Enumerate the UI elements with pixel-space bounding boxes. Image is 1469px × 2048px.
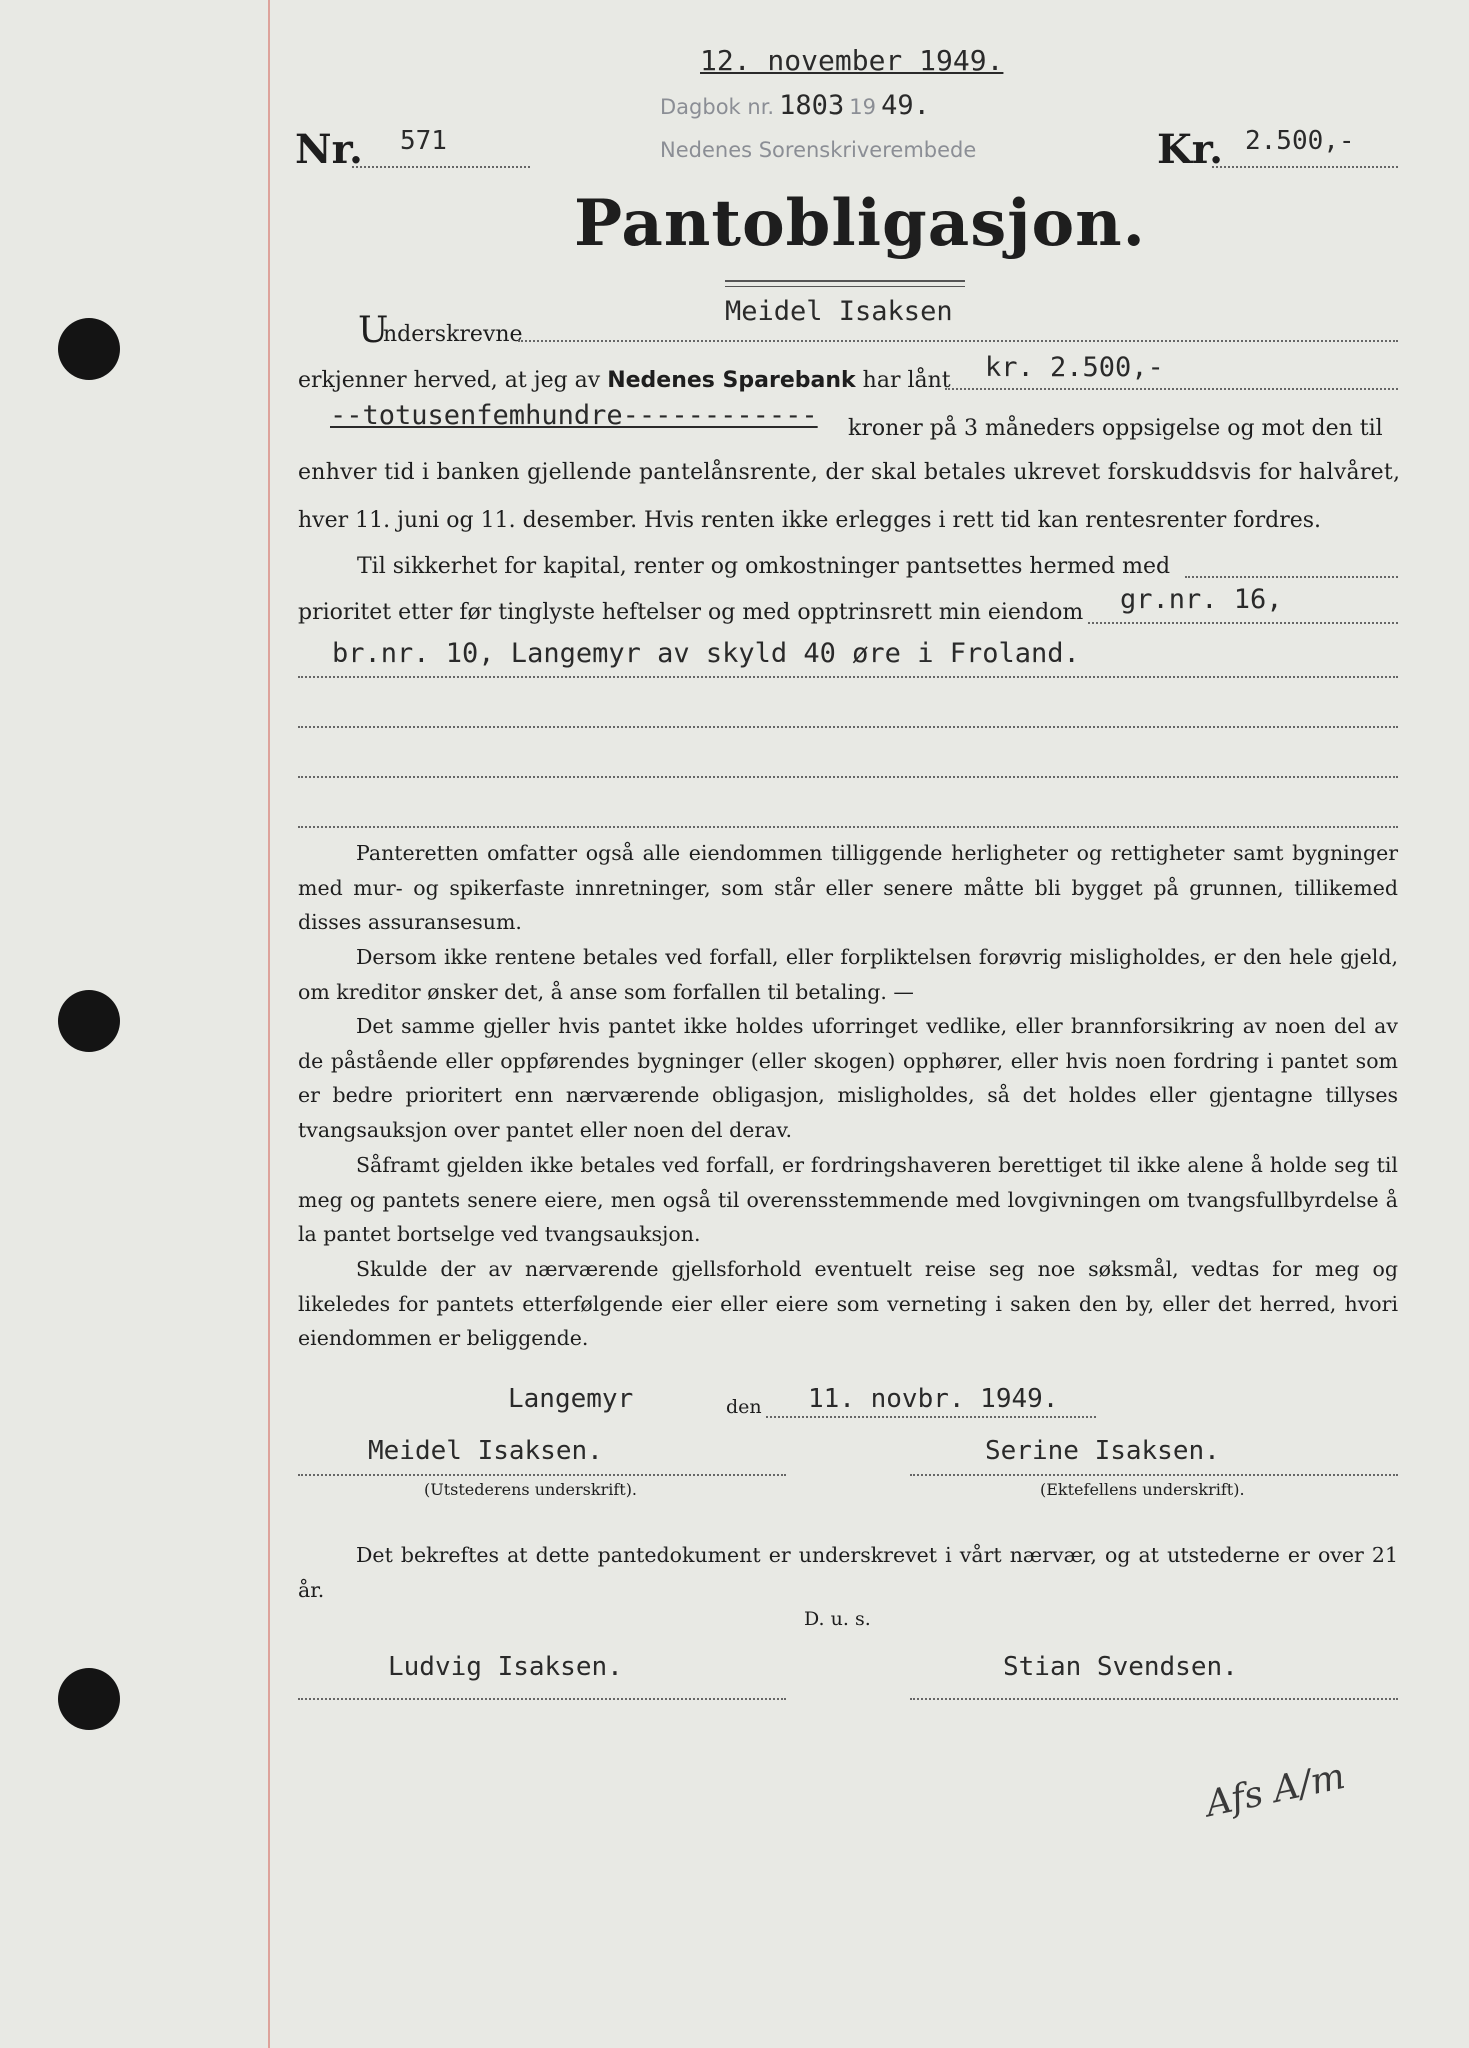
issuer-signature: Meidel Isaksen. xyxy=(368,1436,603,1466)
signing-date: 11. novbr. 1949. xyxy=(808,1384,1059,1414)
undersigned-label: U xyxy=(358,310,389,351)
dotted-line xyxy=(298,726,1398,728)
security-line-2: prioritet etter før tinglyste heftelser og med opptrinsrett min eiendom xyxy=(298,600,1084,625)
den-label: den xyxy=(726,1396,762,1418)
witness-statement: Det bekreftes at dette pantedokument er underskrevet i vårt nærvær, og at utstederne er over 21 år. xyxy=(298,1543,1398,1602)
nr-label: Nr. xyxy=(295,126,363,173)
undersigned-label-rest: nderskrevne xyxy=(383,322,523,347)
acknowledge-prefix: erkjenner herved, at jeg av xyxy=(298,368,601,393)
terms-line-2: enhver tid i banken gjellende pantelånsrente, der skal betales ukrevet forskuddsvis for halvåret, xyxy=(298,460,1401,485)
undersigned-name: Meidel Isaksen xyxy=(725,296,953,327)
loan-amount: kr. 2.500,- xyxy=(985,352,1164,383)
witness-1-signature: Ludvig Isaksen. xyxy=(388,1652,623,1682)
punch-hole xyxy=(58,990,120,1052)
dus-abbreviation: D. u. s. xyxy=(804,1608,871,1630)
nr-dotted-line xyxy=(352,166,530,168)
document-title: Pantobligasjon. xyxy=(574,186,1146,261)
dotted-line xyxy=(766,1416,1096,1418)
dagbok-line xyxy=(660,90,930,121)
bank-name: Nedenes Sparebank xyxy=(607,368,856,393)
dotted-line xyxy=(1185,576,1398,578)
spouse-signature: Serine Isaksen. xyxy=(985,1436,1220,1466)
acknowledge-suffix: har lånt xyxy=(862,368,951,393)
paragraph-venue: Skulde der av nærværende gjellsforhold eventuelt reise seg noe søksmål, vedtas for meg og likeledes for pantets etterfølgende eier eller eiere som verneting i saken den by, eller det herred, hvori eiendommen er beliggende. xyxy=(298,1257,1398,1350)
margin-rule xyxy=(268,0,270,2048)
nr-value: 571 xyxy=(400,126,447,156)
property-line-2: br.nr. 10, Langemyr av skyld 40 øre i Froland. xyxy=(332,638,1080,669)
dagbok-year: 49. xyxy=(881,90,930,121)
dagbok-year-prefix: 19 xyxy=(849,95,877,119)
property-line-1: gr.nr. 16, xyxy=(1120,584,1283,615)
dagbok-number: 1803 xyxy=(779,90,845,121)
spouse-caption: (Ektefellens underskrift). xyxy=(1040,1480,1245,1499)
paragraph-default: Dersom ikke rentene betales ved forfall, eller forpliktelsen forøvrig misligholdes, er den hele gjeld, om kreditor ønsker det, å anse som forfallen til betaling. — xyxy=(298,945,1398,1004)
dotted-line xyxy=(1088,622,1398,624)
dotted-line xyxy=(910,1474,1398,1476)
title-rule xyxy=(725,286,965,287)
dotted-line xyxy=(298,676,1398,678)
registration-date: 12. november 1949. xyxy=(700,44,1004,77)
dotted-line xyxy=(518,340,1398,342)
signing-place: Langemyr xyxy=(508,1384,634,1414)
terms-line-3: hver 11. juni og 11. desember. Hvis renten ikke erlegges i rett tid kan rentesrenter fordres. xyxy=(298,508,1322,533)
dotted-line xyxy=(298,1698,786,1700)
kr-value: 2.500,- xyxy=(1245,126,1355,156)
kr-dotted-line xyxy=(1212,166,1398,168)
security-line-1: Til sikkerhet for kapital, renter og omkostninger pantsettes hermed med xyxy=(357,554,1171,579)
dotted-line xyxy=(910,1698,1398,1700)
paragraph-lien-scope: Panteretten omfatter også alle eiendommen tilliggende herligheter og rettigheter samt bygninger med mur- og spikerfaste innretninger, som står eller senere måtte bli bygget på grunnen, tillikemed disses assuransesum. xyxy=(298,841,1398,934)
amount-in-words: --totusenfemhundre------------ xyxy=(330,400,818,431)
paragraph-enforcement: Såframt gjelden ikke betales ved forfall, er fordringshaveren berettiget til ikke alene å holde seg til meg og pantets senere eiere, men også til overensstemmende med lovgivningen om tvangsfullbyrdelse å la pantet bortselge ved tvangsauksjon. xyxy=(298,1153,1398,1246)
issuer-caption: (Utstederens underskrift). xyxy=(424,1480,638,1499)
dotted-line xyxy=(298,1474,786,1476)
acknowledge-line xyxy=(298,368,951,393)
witness-2-signature: Stian Svendsen. xyxy=(1003,1652,1238,1682)
dotted-line xyxy=(298,776,1398,778)
kr-label: Kr. xyxy=(1157,126,1224,173)
dotted-line xyxy=(945,388,1398,390)
office-stamp: Nedenes Sorenskriverembede xyxy=(660,138,977,162)
punch-hole xyxy=(58,318,120,380)
punch-hole xyxy=(58,1668,120,1730)
handwritten-note: Afs A/m xyxy=(1202,1755,1349,1826)
paragraph-maintenance: Det samme gjeller hvis pantet ikke holdes uforringet vedlike, eller brannforsikring av noen del av de påstående eller oppførendes bygninger (eller skogen) opphører, eller hvis noen fordring i pantet som er bedre prioritert enn nærværende obligasjon, misligholdes, så det holdes eller gjentagne tillyses tvangsauksjon over pantet eller noen del derav. xyxy=(298,1014,1398,1142)
title-rule xyxy=(725,280,965,282)
dagbok-label: Dagbok nr. xyxy=(660,95,775,119)
dotted-line xyxy=(298,826,1398,828)
terms-line-1: kroner på 3 måneders oppsigelse og mot den til xyxy=(848,416,1383,441)
